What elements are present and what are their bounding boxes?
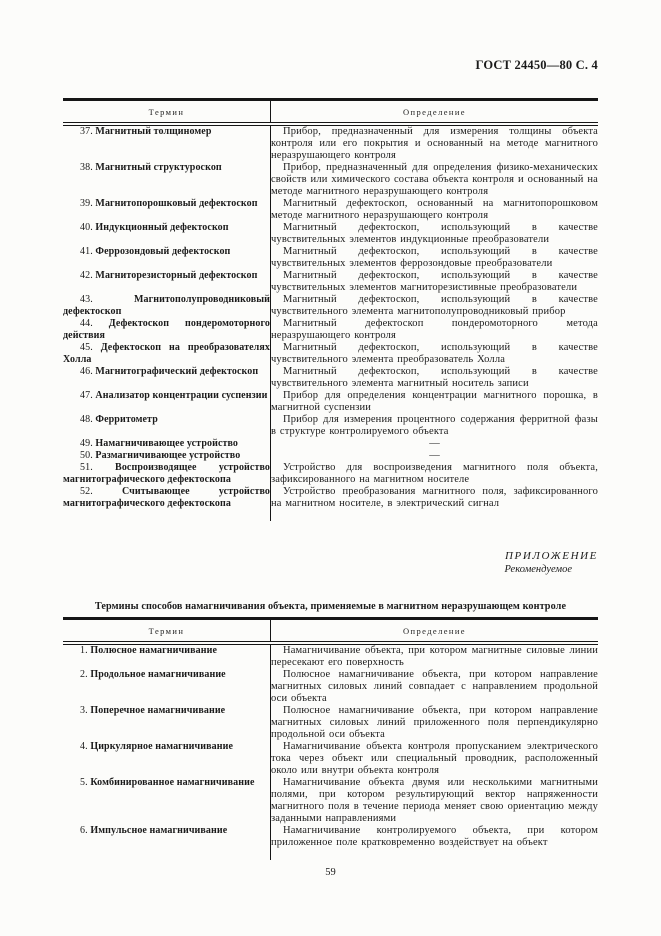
page-number: 59 bbox=[325, 867, 336, 878]
term-text: Магнитографический дефектоскоп bbox=[95, 366, 259, 377]
definition-text: — bbox=[429, 450, 440, 461]
terms-table-magnetization bbox=[63, 617, 598, 860]
term-text: Магнитополупроводниковый дефектоскоп bbox=[63, 294, 270, 317]
term-number: 49. bbox=[80, 438, 96, 449]
term-text: Циркулярное намагничивание bbox=[90, 741, 234, 752]
term-number: 44. bbox=[80, 318, 109, 329]
table-header bbox=[63, 100, 598, 125]
table-body bbox=[63, 643, 598, 860]
term-cell bbox=[63, 222, 271, 246]
term-text: Индукционный дефектоскоп bbox=[95, 222, 229, 233]
column-header-definition: Определение bbox=[271, 100, 599, 125]
term-text: Считывающее устройство магнитографического дефектоскопа bbox=[63, 486, 270, 509]
page-header: ГОСТ 24450—80 С. 4 bbox=[475, 58, 598, 72]
term-cell bbox=[63, 342, 271, 366]
definition-text: Устройство для воспроизведения магнитного поля объекта, зафиксированного на магнитном носителе bbox=[271, 462, 598, 485]
definition-text: Намагничивание объекта, при котором магнитные силовые линии пересекают его поверхность bbox=[271, 645, 598, 668]
term-cell bbox=[63, 643, 271, 669]
term-row bbox=[63, 705, 598, 741]
definition-text: Полюсное намагничивание объекта, при котором направление магнитных силовых линий совпадает с направлением продольной оси объекта bbox=[271, 669, 598, 704]
term-cell bbox=[63, 438, 271, 450]
definition-cell bbox=[271, 318, 599, 342]
definition-cell bbox=[271, 390, 599, 414]
term-cell bbox=[63, 294, 271, 318]
definition-cell bbox=[271, 705, 599, 741]
definition-text: Магнитный дефектоскоп, основанный на магнитопорошковом методе магнитного неразрушающего контроля bbox=[271, 198, 598, 221]
term-number: 4. bbox=[80, 741, 91, 752]
term-cell bbox=[63, 270, 271, 294]
definition-cell bbox=[271, 222, 599, 246]
term-cell bbox=[63, 669, 271, 705]
term-cell bbox=[63, 486, 271, 521]
table-body bbox=[63, 124, 598, 521]
table2-title: Термины способов намагничивания объекта, применяемые в магнитном неразрушающем контроле bbox=[94, 601, 567, 612]
term-text: Ферритометр bbox=[95, 414, 158, 425]
term-row bbox=[63, 270, 598, 294]
term-text: Феррозондовый дефектоскоп bbox=[95, 246, 231, 257]
column-header-definition: Определение bbox=[271, 619, 599, 644]
definition-cell bbox=[271, 825, 599, 860]
definition-cell bbox=[271, 162, 599, 198]
definition-text: Прибор, предназначенный для определения физико-механических свойств или химического состава объекта контроля и основанный на методе магнитного неразрушающего контроля bbox=[271, 162, 598, 197]
term-row bbox=[63, 198, 598, 222]
definition-text: — bbox=[429, 438, 440, 449]
term-number: 43. bbox=[80, 294, 135, 305]
definition-text: Магнитный дефектоскоп, использующий в качестве чувствительного элемента магнитный носитель записи bbox=[271, 366, 598, 389]
definition-text: Намагничивание объекта двумя или несколькими магнитными полями, при котором результирующий вектор напряженности магнитного поля в течение периода меняет свою ориентацию между заданными направлениями bbox=[271, 777, 598, 824]
term-text: Полюсное намагничивание bbox=[90, 645, 217, 656]
term-text: Размагничивающее устройство bbox=[95, 450, 241, 461]
term-cell bbox=[63, 124, 271, 162]
table-header bbox=[63, 619, 598, 644]
definition-text: Прибор для измерения процентного содержания ферритной фазы в структуре контролируемого объекта bbox=[271, 414, 598, 437]
definition-cell bbox=[271, 462, 599, 486]
definition-cell bbox=[271, 294, 599, 318]
term-cell bbox=[63, 825, 271, 860]
term-number: 42. bbox=[80, 270, 96, 281]
definition-cell bbox=[271, 741, 599, 777]
term-cell bbox=[63, 462, 271, 486]
definition-cell bbox=[271, 438, 599, 450]
term-row bbox=[63, 124, 598, 162]
term-row bbox=[63, 342, 598, 366]
definition-cell bbox=[271, 450, 599, 462]
definition-cell bbox=[271, 669, 599, 705]
term-number: 6. bbox=[80, 825, 91, 836]
term-cell bbox=[63, 777, 271, 825]
term-text: Магнитный толщиномер bbox=[95, 126, 212, 137]
term-text: Магнитопорошковый дефектоскоп bbox=[95, 198, 258, 209]
term-number: 3. bbox=[80, 705, 91, 716]
term-row bbox=[63, 246, 598, 270]
term-row bbox=[63, 294, 598, 318]
term-cell bbox=[63, 198, 271, 222]
term-text: Дефектоскоп пондеромоторного действия bbox=[63, 318, 270, 341]
definition-text: Полюсное намагничивание объекта, при котором направление магнитных силовых линий приложенного поля перпендикулярно продольной оси объекта bbox=[271, 705, 598, 740]
term-text: Анализатор концентрации суспензии bbox=[95, 390, 268, 401]
term-text: Магнитный структуроскоп bbox=[95, 162, 222, 173]
terms-table-devices bbox=[63, 98, 598, 521]
term-cell bbox=[63, 162, 271, 198]
term-text: Дефектоскоп на преобразователях Холла bbox=[63, 342, 270, 365]
term-row bbox=[63, 318, 598, 342]
term-number: 38. bbox=[80, 162, 96, 173]
term-number: 51. bbox=[80, 462, 116, 473]
term-row bbox=[63, 643, 598, 669]
definition-text: Намагничивание объекта контроля пропусканием электрического тока через объект или специальный проводник, расположенный около или внутри объекта контроля bbox=[271, 741, 598, 776]
term-number: 46. bbox=[80, 366, 96, 377]
definition-cell bbox=[271, 198, 599, 222]
term-number: 5. bbox=[80, 777, 91, 788]
term-row bbox=[63, 825, 598, 860]
definition-text: Магнитный дефектоскоп, использующий в качестве чувствительного элемента преобразователь Холла bbox=[271, 342, 598, 365]
term-number: 45. bbox=[80, 342, 101, 353]
term-text: Воспроизводящее устройство магнитографического дефектоскопа bbox=[63, 462, 270, 485]
definition-cell bbox=[271, 414, 599, 438]
term-cell bbox=[63, 246, 271, 270]
term-number: 52. bbox=[80, 486, 122, 497]
header-row bbox=[63, 619, 598, 644]
definition-text: Магнитный дефектоскоп, использующий в качестве чувствительных элементов магниторезистивные преобразователи bbox=[271, 270, 598, 293]
term-number: 39. bbox=[80, 198, 96, 209]
definition-cell bbox=[271, 643, 599, 669]
definition-cell bbox=[271, 777, 599, 825]
term-number: 2. bbox=[80, 669, 91, 680]
term-cell bbox=[63, 390, 271, 414]
term-row bbox=[63, 450, 598, 462]
term-row bbox=[63, 162, 598, 198]
term-text: Намагничивающее устройство bbox=[95, 438, 239, 449]
definition-text: Магнитный дефектоскоп, использующий в качестве чувствительных элементов индукционные преобразователи bbox=[271, 222, 598, 245]
definition-text: Прибор, предназначенный для измерения толщины объекта контроля или его покрытия и основанный на методе магнитного неразрушающего контроля bbox=[271, 126, 598, 161]
definition-text: Магнитный дефектоскоп, использующий в качестве чувствительного элемента магнитополупроводниковый прибор bbox=[271, 294, 598, 317]
term-row bbox=[63, 741, 598, 777]
term-cell bbox=[63, 366, 271, 390]
term-text: Поперечное намагничивание bbox=[90, 705, 226, 716]
definition-cell bbox=[271, 124, 599, 162]
column-header-term: Термин bbox=[63, 100, 271, 125]
term-number: 47. bbox=[80, 390, 96, 401]
definition-cell bbox=[271, 486, 599, 521]
header-row bbox=[63, 100, 598, 125]
term-row bbox=[63, 366, 598, 390]
term-cell bbox=[63, 705, 271, 741]
column-header-term: Термин bbox=[63, 619, 271, 644]
term-text: Импульсное намагничивание bbox=[90, 825, 228, 836]
term-row bbox=[63, 222, 598, 246]
definition-cell bbox=[271, 366, 599, 390]
appendix-heading bbox=[63, 550, 598, 576]
definition-cell bbox=[271, 342, 599, 366]
term-text: Магниторезисторный дефектоскоп bbox=[95, 270, 258, 281]
term-number: 41. bbox=[80, 246, 96, 257]
definition-text: Магнитный дефектоскоп, использующий в качестве чувствительных элементов феррозондовые преобразователи bbox=[271, 246, 598, 269]
term-row bbox=[63, 390, 598, 414]
term-cell bbox=[63, 318, 271, 342]
term-text: Продольное намагничивание bbox=[90, 669, 226, 680]
definition-text: Прибор для определения концентрации магнитного порошка, в магнитной суспензии bbox=[271, 390, 598, 413]
definition-text: Намагничивание контролируемого объекта, при котором приложенное поле кратковременно воздействует на объект bbox=[271, 825, 598, 848]
term-number: 50. bbox=[80, 450, 96, 461]
definition-cell bbox=[271, 246, 599, 270]
term-number: 40. bbox=[80, 222, 96, 233]
term-row bbox=[63, 669, 598, 705]
term-row bbox=[63, 438, 598, 450]
term-number: 1. bbox=[80, 645, 91, 656]
definition-cell bbox=[271, 270, 599, 294]
term-cell bbox=[63, 414, 271, 438]
term-row bbox=[63, 414, 598, 438]
term-row bbox=[63, 777, 598, 825]
term-text: Комбинированное намагничивание bbox=[90, 777, 255, 788]
term-row bbox=[63, 486, 598, 521]
term-cell bbox=[63, 741, 271, 777]
definition-text: Устройство преобразования магнитного поля, зафиксированного на магнитном носителе, в электрический сигнал bbox=[271, 486, 598, 509]
term-row bbox=[63, 462, 598, 486]
term-number: 48. bbox=[80, 414, 96, 425]
term-cell bbox=[63, 450, 271, 462]
appendix-title: ПРИЛОЖЕНИЕ bbox=[505, 550, 598, 562]
appendix-subtitle: Рекомендуемое bbox=[504, 564, 572, 575]
term-number: 37. bbox=[80, 126, 96, 137]
definition-text: Магнитный дефектоскоп пондеромоторного метода неразрушающего контроля bbox=[271, 318, 598, 341]
